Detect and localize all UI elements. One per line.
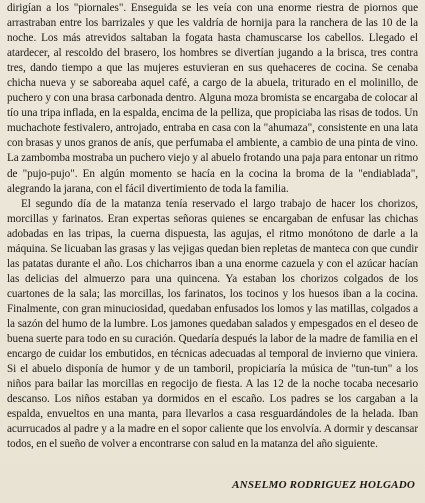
author-signature: ANSELMO RODRIGUEZ HOLGADO [232,479,415,491]
article-body [7,1,418,452]
paragraph-1: dirigían a los "piornales". Enseguida se les veía con una enorme riestra de piornos que arrastraban entre los barrizales y que les valdría de hornija para la ranchera de las 10 de la noche. Los más atrevidos saltaban la fogata hasta chamuscarse los cabellos. Llegado el atardecer, al rescoldo del brasero, los hombres se divertían jugando a la brisca, tres contra tres, dando tiempo a que las mujeres estuvieran en sus quehaceres de cocina. Se cenaba chicha nueva y se saboreaba aquel café, a cargo de la abuela, triturado en el molinillo, de puchero y con una brasa carbonada dentro. Alguna moza bromista se encargaba de colocar al tío una tripa inflada, en la espalda, encima de la pelliza, que propiciaba las risas de todos. Un muchachote festivalero, antrojado, entraba en casa con la "ahumaza", consistente en una lata con brasas y unos granos de anís, que perfumaba el ambiente, a cambio de una pinta de vino. La zambomba mostraba un puchero viejo y al abuelo frotando una paja para entonar un ritmo de "pujo-pujo". En algún momento se hacía en la cocina la broma de la "endiablada", alegrando la jarana, con el fácil divertimiento de toda la familia. [7,2,418,195]
paragraph-2: El segundo día de la matanza tenía reservado el largo trabajo de hacer los chorizos, morcillas y farinatos. Eran expertas señoras quienes se encargaban de enfusar las chichas adobadas en las tripas, la cuerna dispuesta, las agujas, el ritmo monótono de darle a la máquina. Se licuaban las grasas y las vejigas quedan bien repletas de manteca con que cundir las patatas durante el año. Los chicharros iban a una enorme cazuela y con el azúcar hacían las delicias del almuerzo para una quincena. Ya estaban los chorizos colgados de los cuartones de la sala; las morcillas, los farinatos, los tocinos y los huesos iban a la cocina. Finalmente, con gran minuciosidad, quedaban enfusados los lomos y las matillas, colgados a la sazón del humo de la lumbre. Los jamones quedaban salados y empesgados en el deseo de buena suerte para todo en su curación. Quedaría después la labor de la madre de familia en el encargo de cuidar los embutidos, en técnicas adecuadas al temporal de invierno que viniera. Si el abuelo disponía de humor y de un tamboril, propiciaría la música de "tun-tun" a los niños para bailar las morcillas en regocijo de fiesta. A las 12 de la noche tocaba necesario descanso. Los niños estaban ya dormidos en el escaño. Los padres se los cargaban a la espalda, envueltos en una manta, para llevarlos a casa resguardándoles de la helada. Iban acurrucados al padre y a la madre en el sopor caliente que los envolvía. A dormir y descansar todos, en el sueño de volver a encontrarse con salud en la matanza del año siguiente. [7,197,418,451]
